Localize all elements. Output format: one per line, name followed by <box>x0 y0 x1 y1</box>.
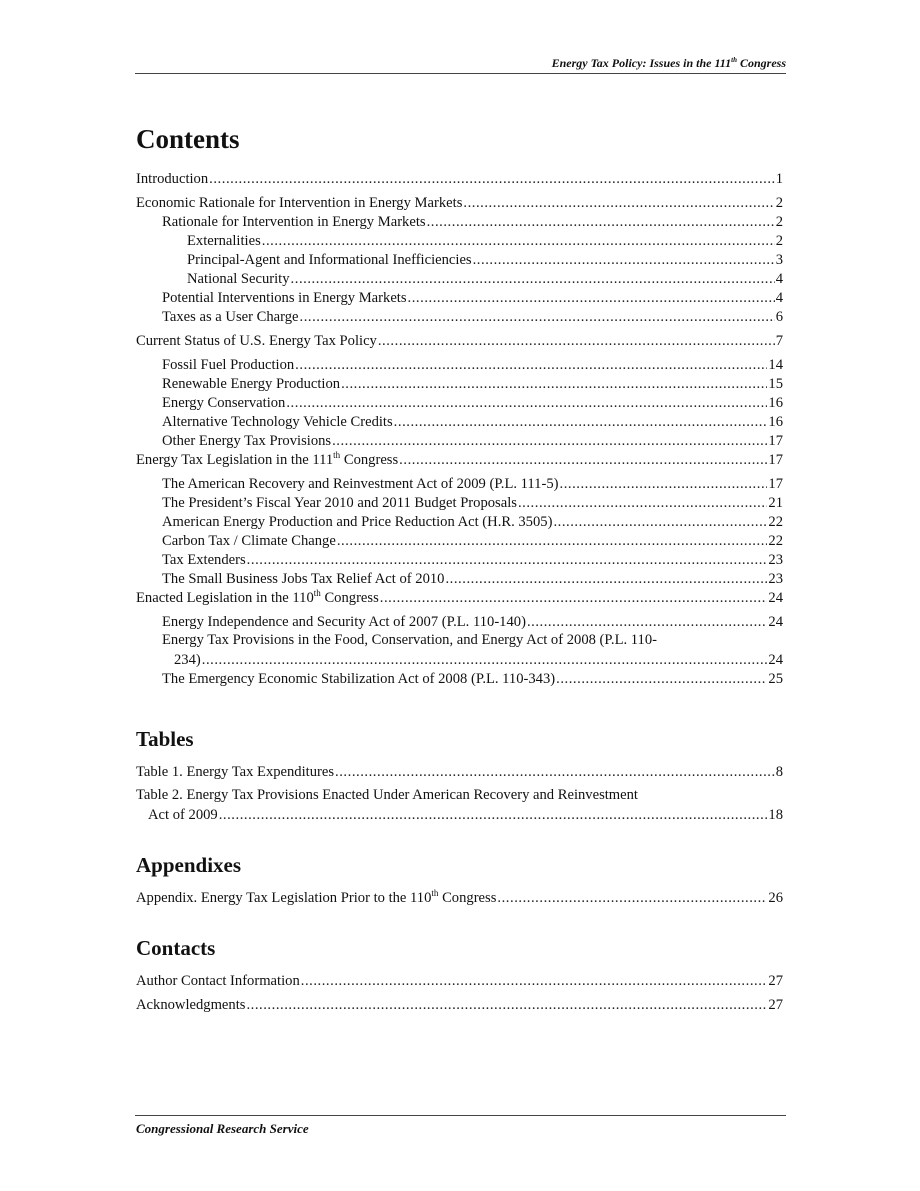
toc-entry-page: 4 <box>775 271 783 287</box>
toc-leader <box>337 532 768 550</box>
toc-entry[interactable] <box>136 169 783 188</box>
appendixes-section <box>136 852 783 907</box>
toc-entry[interactable] <box>136 393 783 412</box>
toc-entry-page: 17 <box>768 476 783 492</box>
toc-leader <box>380 589 768 607</box>
toc-leader <box>378 332 775 350</box>
toc-entry[interactable] <box>136 307 783 326</box>
toc-title-suffix: Congress <box>438 890 497 906</box>
toc-entry-title: The American Recovery and Reinvestment Act of 2009 (P.L. 111-5) <box>162 476 559 492</box>
toc-entry[interactable] <box>136 450 783 469</box>
header-title-sup: th <box>731 56 737 64</box>
toc-entry-page: 2 <box>775 214 783 230</box>
toc-leader <box>286 394 767 412</box>
toc-entry-page: 21 <box>768 495 783 511</box>
toc-title-sup: th <box>333 450 341 461</box>
toc-leader <box>202 651 768 669</box>
toc-title-sup: th <box>313 588 321 599</box>
toc-leader <box>445 570 767 588</box>
toc-entry-page: 23 <box>768 571 783 587</box>
toc-leader <box>518 494 767 512</box>
toc-entry-line2 <box>136 805 783 824</box>
toc-entry-title <box>136 589 379 607</box>
toc-entry-title: The President’s Fiscal Year 2010 and 2011 Budget Proposals <box>162 495 517 511</box>
toc-entry-title: Table 1. Energy Tax Expenditures <box>136 764 335 780</box>
toc-leader <box>394 413 768 431</box>
toc-entry-title-line2: Act of 2009 <box>148 807 218 823</box>
toc-entry-page: 26 <box>768 890 783 906</box>
toc-entry[interactable] <box>136 569 783 588</box>
toc-entry-page: 27 <box>768 973 783 989</box>
toc-entry-title: American Energy Production and Price Reduction Act (H.R. 3505) <box>162 514 553 530</box>
appendixes-heading: Appendixes <box>136 853 242 877</box>
toc-entry[interactable] <box>136 431 783 450</box>
toc-entry-title: Current Status of U.S. Energy Tax Policy <box>136 333 377 349</box>
contacts-heading: Contacts <box>136 936 216 960</box>
toc-entry-title: The Small Business Jobs Tax Relief Act of 2010 <box>162 571 445 587</box>
toc-title-prefix: Energy Tax Legislation in the 111 <box>136 452 334 468</box>
toc-leader <box>247 551 768 569</box>
toc-leader <box>246 996 767 1014</box>
toc-leader <box>262 232 775 250</box>
toc-leader <box>332 432 767 450</box>
toc-title-suffix: Congress <box>320 590 379 606</box>
toc-entry[interactable] <box>136 588 783 607</box>
toc-entry[interactable] <box>136 374 783 393</box>
toc-entry-wrapped[interactable] <box>136 631 783 669</box>
toc-entry-page: 16 <box>768 395 783 411</box>
toc-leader <box>219 806 768 824</box>
toc-entry-page: 2 <box>775 233 783 249</box>
toc-entry-title: Carbon Tax / Climate Change <box>162 533 336 549</box>
toc-entry[interactable] <box>136 550 783 569</box>
toc-entry[interactable] <box>136 971 783 990</box>
toc-entry[interactable] <box>136 212 783 231</box>
contents-list <box>136 169 783 688</box>
toc-leader <box>408 289 775 307</box>
tables-heading: Tables <box>136 727 194 751</box>
toc-entry-page: 17 <box>768 452 783 468</box>
toc-entry[interactable] <box>136 269 783 288</box>
toc-entry-page: 3 <box>775 252 783 268</box>
toc-entry-page: 15 <box>768 376 783 392</box>
toc-entry-title: National Security <box>187 271 290 287</box>
toc-entry[interactable] <box>136 288 783 307</box>
toc-leader <box>497 889 767 907</box>
toc-entry-page: 23 <box>768 552 783 568</box>
toc-entry-title <box>136 451 398 469</box>
toc-entry[interactable] <box>136 355 783 374</box>
toc-entry-page: 1 <box>775 171 783 187</box>
toc-entry-page: 16 <box>768 414 783 430</box>
contacts-section <box>136 935 783 1014</box>
toc-entry-title: Taxes as a User Charge <box>162 309 299 325</box>
toc-entry-title: Alternative Technology Vehicle Credits <box>162 414 393 430</box>
toc-entry-line2 <box>162 650 783 669</box>
toc-entry-title: Fossil Fuel Production <box>162 357 295 373</box>
toc-title-prefix: Appendix. Energy Tax Legislation Prior to the 110 <box>136 890 432 906</box>
toc-entry-title: The Emergency Economic Stabilization Act of 2008 (P.L. 110-343) <box>162 671 556 687</box>
toc-leader <box>527 613 767 631</box>
toc-entry-title: Other Energy Tax Provisions <box>162 433 332 449</box>
toc-entry-title: Externalities <box>187 233 261 249</box>
toc-leader <box>335 763 775 781</box>
toc-entry-page: 2 <box>775 195 783 211</box>
toc-leader <box>291 270 775 288</box>
toc-leader <box>560 475 768 493</box>
toc-entry-title: Energy Independence and Security Act of 2007 (P.L. 110-140) <box>162 614 526 630</box>
table-of-contents <box>136 122 783 1014</box>
toc-entry-page: 25 <box>768 671 783 687</box>
toc-entry[interactable] <box>136 669 783 688</box>
toc-entry[interactable] <box>136 474 783 493</box>
toc-entry-title <box>136 889 496 907</box>
toc-entry-page: 4 <box>775 290 783 306</box>
toc-title-sup: th <box>431 888 439 899</box>
toc-entry-wrapped[interactable] <box>136 786 783 824</box>
toc-entry-page: 27 <box>768 997 783 1013</box>
toc-entry[interactable] <box>136 888 783 907</box>
toc-entry-title: Potential Interventions in Energy Markets <box>162 290 407 306</box>
toc-entry-title: Economic Rationale for Intervention in Energy Markets <box>136 195 463 211</box>
toc-leader <box>463 194 774 212</box>
toc-leader <box>556 670 767 688</box>
toc-leader <box>473 251 775 269</box>
toc-entry-page: 24 <box>768 590 783 606</box>
toc-entry[interactable] <box>136 331 783 350</box>
toc-entry[interactable] <box>136 612 783 631</box>
toc-entry-page: 6 <box>775 309 783 325</box>
toc-entry-title: Rationale for Intervention in Energy Markets <box>162 214 426 230</box>
toc-entry[interactable] <box>136 531 783 550</box>
toc-leader <box>341 375 767 393</box>
toc-entry[interactable] <box>136 762 783 781</box>
toc-leader <box>427 213 775 231</box>
toc-entry-title-line1: Energy Tax Provisions in the Food, Conservation, and Energy Act of 2008 (P.L. 110- <box>162 632 657 648</box>
contents-heading: Contents <box>136 124 240 154</box>
toc-entry[interactable] <box>136 231 783 250</box>
toc-leader <box>399 451 767 469</box>
toc-leader <box>301 972 768 990</box>
toc-entry-title: Author Contact Information <box>136 973 300 989</box>
toc-entry-page: 22 <box>768 514 783 530</box>
toc-entry[interactable] <box>136 512 783 531</box>
toc-entry-page: 24 <box>768 652 783 668</box>
toc-leader <box>295 356 767 374</box>
toc-title-prefix: Enacted Legislation in the 110 <box>136 590 314 606</box>
toc-entry[interactable] <box>136 250 783 269</box>
running-header <box>135 56 786 74</box>
footer-rule <box>135 1115 786 1116</box>
toc-leader <box>300 308 775 326</box>
toc-entry-page: 14 <box>768 357 783 373</box>
toc-entry-page: 24 <box>768 614 783 630</box>
toc-entry-page: 18 <box>768 807 783 823</box>
toc-entry-page: 17 <box>768 433 783 449</box>
toc-entry[interactable] <box>136 493 783 512</box>
toc-leader <box>209 170 775 188</box>
toc-entry-page: 7 <box>775 333 783 349</box>
toc-entry-title: Renewable Energy Production <box>162 376 341 392</box>
toc-entry-title: Acknowledgments <box>136 997 246 1013</box>
toc-entry-title: Energy Conservation <box>162 395 286 411</box>
toc-entry[interactable] <box>136 412 783 431</box>
toc-title-suffix: Congress <box>340 452 399 468</box>
toc-entry[interactable] <box>136 193 783 212</box>
toc-entry-title: Introduction <box>136 171 209 187</box>
header-title-suffix: Congress <box>736 56 786 70</box>
running-footer: Congressional Research Service <box>136 1121 309 1136</box>
toc-entry-title-line1: Table 2. Energy Tax Provisions Enacted Under American Recovery and Reinvestment <box>136 787 638 803</box>
toc-entry-title: Tax Extenders <box>162 552 246 568</box>
header-title-prefix: Energy Tax Policy: Issues in the 111 <box>551 56 732 70</box>
toc-entry-title: Principal-Agent and Informational Inefficiencies <box>187 252 472 268</box>
toc-entry-title-line2: 234) <box>174 652 201 668</box>
toc-entry-page: 22 <box>768 533 783 549</box>
toc-leader <box>553 513 767 531</box>
tables-section <box>136 726 783 824</box>
toc-entry[interactable] <box>136 995 783 1014</box>
toc-entry-page: 8 <box>775 764 783 780</box>
